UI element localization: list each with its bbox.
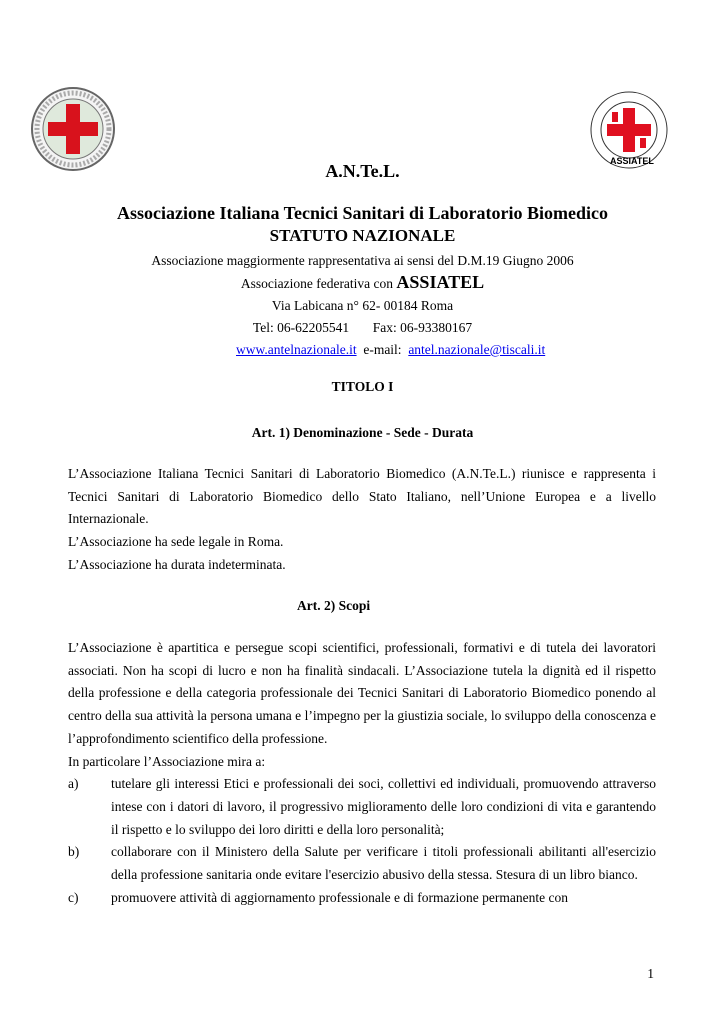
list-item-label: b) <box>68 844 80 860</box>
org-acronym: A.N.Te.L. <box>325 161 400 181</box>
art1-heading: Art. 1) Denominazione - Sede - Durata <box>251 425 474 440</box>
antel-logo-left <box>22 86 124 172</box>
list-item-text: tutelare gli interessi Etici e professionali dei soci, collettivi ed individuali, promuovendo attraverso intese con i datori di lavoro, il progressivo miglioramento delle loro condizioni di vita e garantendo il rispetto e lo sviluppo dei loro diritti e della loro personalità; <box>111 776 656 837</box>
art2-body <box>68 637 656 909</box>
tel: Tel: 06-62205541 <box>252 320 350 335</box>
list-item-label: a) <box>68 776 79 792</box>
list-item-text: promuovere attività di aggiornamento professionale e di formazione permanente con <box>111 889 568 905</box>
fax: Fax: 06-93380167 <box>372 320 473 335</box>
list-item-label: c) <box>68 889 79 905</box>
art1-para2: L’Associazione ha sede legale in Roma. <box>68 534 284 550</box>
list-item-text: collaborare con il Ministero della Salute per verificare i titoli professionali abilitanti all'esercizio della professione sanitaria onde evitare l'esercizio abusivo della stessa. Stesura di un libro bianco. <box>111 844 656 883</box>
federative-prefix: Associazione federativa con <box>240 276 397 291</box>
org-name: Associazione Italiana Tecnici Sanitari di Laboratorio Biomedico <box>116 203 608 223</box>
art1-body <box>68 463 656 577</box>
website-link[interactable]: www.antelnazionale.it <box>236 342 357 357</box>
art2-intro: In particolare l’Associazione mira a: <box>68 753 266 769</box>
web-line <box>236 342 545 358</box>
art1-para1: L’Associazione Italiana Tecnici Sanitari di Laboratorio Biomedico (A.N.Te.L.) riunisce e rappresenta i Tecnici Sanitari di Laboratorio Biomedico dello Stato Italiano, nell’Unione Europea e a livello Internazionale. <box>68 466 656 527</box>
doc-title: STATUTO NAZIONALE <box>269 226 456 245</box>
page-number: 1 <box>647 966 654 981</box>
art2-para1: L’Associazione è apartitica e persegue scopi scientifici, professionali, formativi e di tutela dei lavoratori associati. Non ha scopi di lucro e non ha finalità sindacali. L’Associazione tutela la dignità ed il rispetto della professione e della categoria professionale dei Tecnici Sanitari di Laboratorio Biomedico ponendo al centro della sua attività la persona umana e l’impegno per la giustizia sociale, lo sviluppo della conoscenza e l’approfondimento scientifico della professione. <box>68 640 656 746</box>
email-link[interactable]: antel.nazionale@tiscali.it <box>408 342 546 357</box>
representative-line: Associazione maggiormente rappresentativa ai sensi del D.M.19 Giugno 2006 <box>151 253 574 268</box>
federative-line <box>0 272 725 293</box>
email-label: e-mail: <box>363 342 402 357</box>
list-item <box>68 887 656 910</box>
right-logo-name: ASSIATEL <box>610 156 654 166</box>
list-item <box>68 773 656 841</box>
art2-heading: Art. 2) Scopi <box>297 598 371 613</box>
contact-line <box>0 320 725 336</box>
federative-name: ASSIATEL <box>396 272 485 292</box>
list-item <box>68 841 656 886</box>
titolo-heading: TITOLO I <box>331 379 394 394</box>
address-line: Via Labicana n° 62- 00184 Roma <box>271 298 454 313</box>
art1-para3: L’Associazione ha durata indeterminata. <box>68 556 286 572</box>
